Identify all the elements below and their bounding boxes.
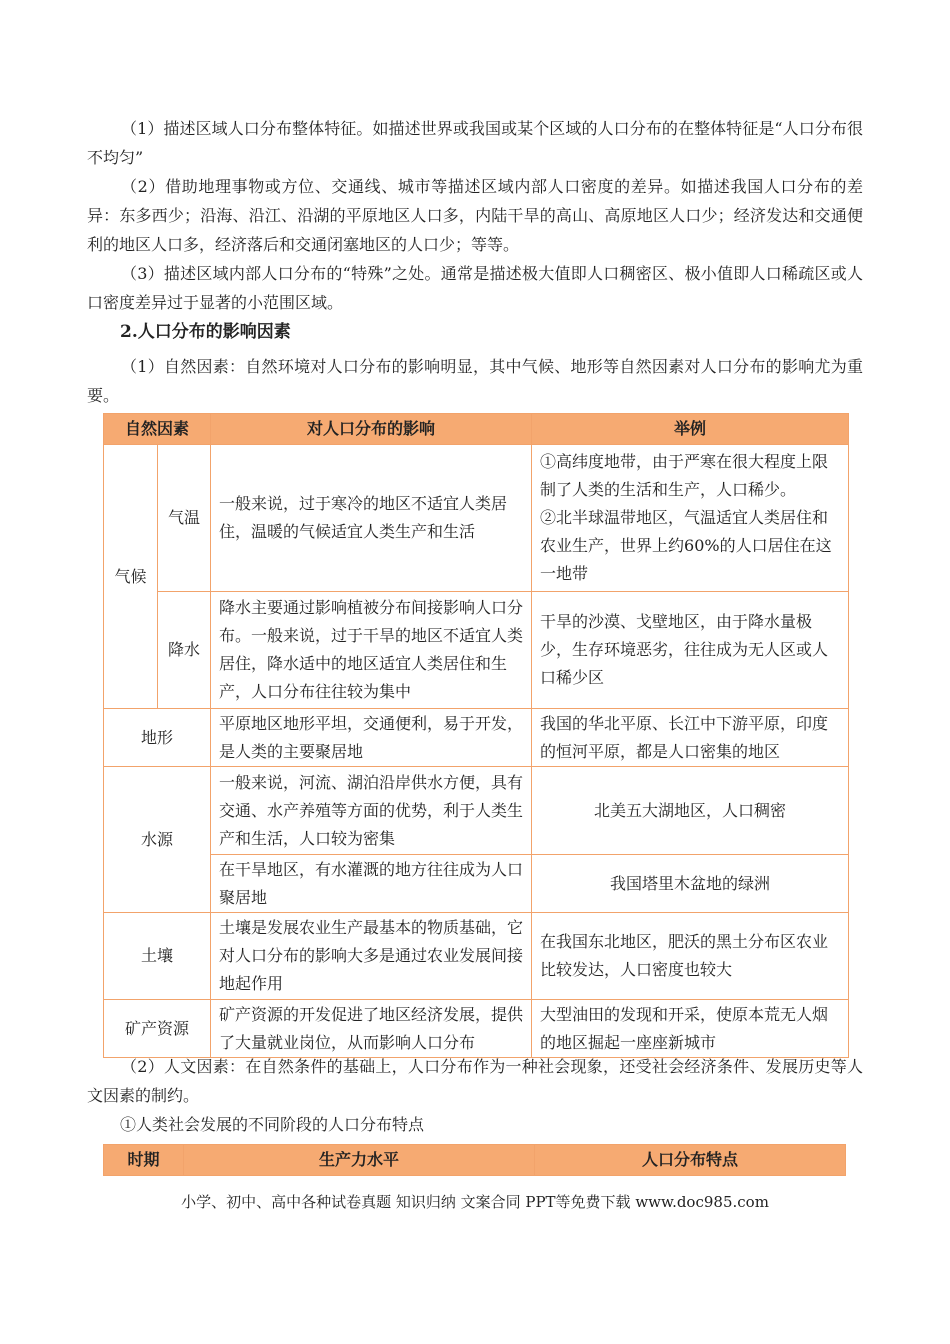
table-row: [104, 445, 849, 592]
temp-effect: 一般来说，过于寒冷的地区不适宜人类居住，温暖的气候适宜人类生产和生活: [211, 445, 532, 592]
stages-table: [103, 1144, 846, 1176]
paragraph-1: （1）描述区域人口分布整体特征。如描述世界或我国或某个区域的人口分布的在整体特征是“人口分布很不均匀”: [87, 119, 863, 167]
header-period: 时期: [104, 1145, 184, 1176]
rain-effect: 降水主要通过影响植被分布间接影响人口分布。一般来说，过于干旱的地区不适宜人类居住，降水适中的地区适宜人类居住和生产，人口分布往往较为集中: [211, 592, 532, 709]
soil-example: 在我国东北地区，肥沃的黑土分布区农业比较发达，人口密度也较大: [532, 913, 849, 1000]
terrain-label: 地形: [104, 709, 211, 767]
paragraph-5: （2）人文因素：在自然条件的基础上，人口分布作为一种社会现象，还受社会经济条件、发展历史等人文因素的制约。: [87, 1057, 863, 1105]
rain-label: 降水: [158, 592, 211, 709]
table-row: [104, 767, 849, 855]
natural-factors-table: [103, 413, 849, 1058]
header-productivity: 生产力水平: [184, 1145, 535, 1176]
table-row: [104, 855, 849, 913]
soil-effect: 土壤是发展农业生产最基本的物质基础，它对人口分布的影响大多是通过农业发展间接地起作用: [211, 913, 532, 1000]
table-row: [104, 913, 849, 1000]
paragraph-4: （1）自然因素：自然环境对人口分布的影响明显，其中气候、地形等自然因素对人口分布的影响尤为重要。: [87, 357, 863, 405]
page-footer: 小学、初中、高中各种试卷真题 知识归纳 文案合同 PPT等免费下载 www.doc985.com: [181, 1193, 769, 1211]
temp-example-a: ①高纬度地带，由于严寒在很大程度上限制了人类的生活和生产，人口稀少。: [540, 452, 829, 499]
header-example: 举例: [532, 414, 849, 445]
table-header-row: [104, 414, 849, 445]
paragraph-2: （2）借助地理事物或方位、交通线、城市等描述区域内部人口密度的差异。如描述我国人口分布的差异：东多西少；沿海、沿江、沿湖的平原地区人口多，内陆干旱的高山、高原地区人口少；经济发达和交通便利的地区人口多，经济落后和交通闭塞地区的人口少；等等。: [87, 177, 863, 254]
terrain-example: 我国的华北平原、长江中下游平原，印度的恒河平原，都是人口密集的地区: [532, 709, 849, 767]
header-distribution: 人口分布特点: [535, 1145, 846, 1176]
water-effect-b: 在干旱地区，有水灌溉的地方往往成为人口聚居地: [211, 855, 532, 913]
mineral-effect: 矿产资源的开发促进了地区经济发展，提供了大量就业岗位，从而影响人口分布: [211, 1000, 532, 1058]
header-factor: 自然因素: [104, 414, 211, 445]
header-effect: 对人口分布的影响: [211, 414, 532, 445]
mineral-example: 大型油田的发现和开采，使原本荒无人烟的地区掘起一座座新城市: [532, 1000, 849, 1058]
terrain-effect: 平原地区地形平坦，交通便利，易于开发，是人类的主要聚居地: [211, 709, 532, 767]
table-row: [104, 709, 849, 767]
table-row: [104, 592, 849, 709]
water-effect-a: 一般来说，河流、湖泊沿岸供水方便，具有交通、水产养殖等方面的优势，利于人类生产和生活，人口较为密集: [211, 767, 532, 855]
section-heading: 2.人口分布的影响因素: [120, 322, 291, 342]
water-example-a: 北美五大湖地区，人口稠密: [532, 767, 849, 855]
mineral-label: 矿产资源: [104, 1000, 211, 1058]
table-row: [104, 1000, 849, 1058]
table-header-row: [104, 1145, 846, 1176]
climate-label: 气候: [104, 445, 158, 709]
soil-label: 土壤: [104, 913, 211, 1000]
temp-example: [532, 445, 849, 592]
temp-example-b: ②北半球温带地区，气温适宜人类居住和农业生产，世界上约60%的人口居住在这一地带: [540, 508, 832, 583]
water-example-b: 我国塔里木盆地的绿洲: [532, 855, 849, 913]
water-label: 水源: [104, 767, 211, 913]
sub-heading: ①人类社会发展的不同阶段的人口分布特点: [120, 1115, 425, 1134]
paragraph-3: （3）描述区域内部人口分布的“特殊”之处。通常是描述极大值即人口稠密区、极小值即人口稀疏区或人口密度差异过于显著的小范围区域。: [87, 264, 863, 312]
rain-example: 干旱的沙漠、戈壁地区，由于降水量极少，生存环境恶劣，往往成为无人区或人口稀少区: [532, 592, 849, 709]
temp-label: 气温: [158, 445, 211, 592]
